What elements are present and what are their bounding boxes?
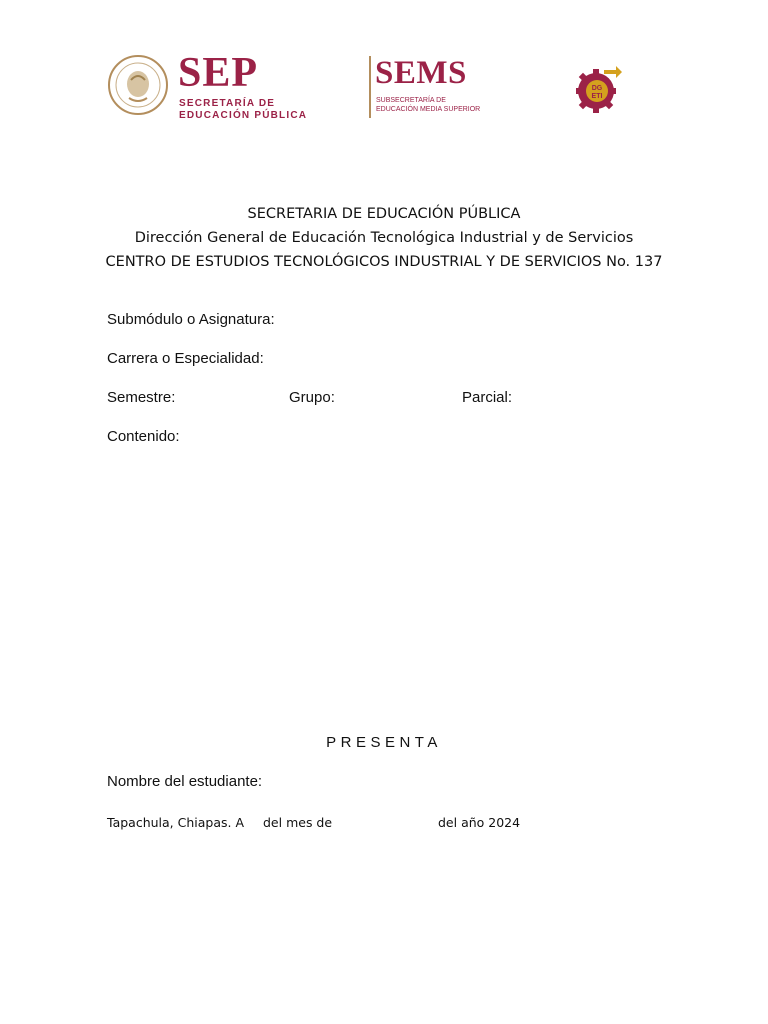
sems-divider — [369, 56, 371, 118]
svg-text:ETI: ETI — [591, 93, 603, 100]
header-line-2: Dirección General de Educación Tecnológica Industrial y de Servicios — [134, 230, 634, 246]
document-header — [0, 202, 768, 274]
field-carrera: Carrera o Especialidad: — [107, 350, 264, 367]
field-contenido: Contenido: — [107, 428, 180, 445]
sep-logo-text: SEP — [178, 50, 259, 96]
presenta-heading: PRESENTA — [326, 734, 442, 751]
sep-logo-subtitle: SECRETARÍA DE EDUCACIÓN PÚBLICA — [179, 98, 308, 121]
field-submodulo: Submódulo o Asignatura: — [107, 311, 275, 328]
field-parcial: Parcial: — [462, 389, 513, 406]
date-month: del mes de — [263, 815, 333, 830]
header-line-1: SECRETARIA DE EDUCACIÓN PÚBLICA — [247, 206, 521, 222]
sems-logo-subtitle: SUBSECRETARÍA DE EDUCACIÓN MEDIA SUPERIOR — [376, 97, 481, 113]
logo-bar — [104, 52, 644, 124]
field-semestre: Semestre: — [107, 389, 176, 406]
svg-text:DG: DG — [591, 85, 603, 92]
mexico-seal-icon — [107, 54, 169, 116]
field-nombre-estudiante: Nombre del estudiante: — [107, 773, 263, 790]
date-place: Tapachula, Chiapas. A — [107, 815, 245, 830]
sems-logo-text: SEMS — [375, 55, 467, 91]
dgeti-gear-icon — [576, 62, 622, 114]
date-year: del año 2024 — [438, 815, 521, 830]
header-line-3: CENTRO DE ESTUDIOS TECNOLÓGICOS INDUSTRIAL Y DE SERVICIOS No. 137 — [105, 254, 663, 270]
field-grupo: Grupo: — [289, 389, 335, 406]
